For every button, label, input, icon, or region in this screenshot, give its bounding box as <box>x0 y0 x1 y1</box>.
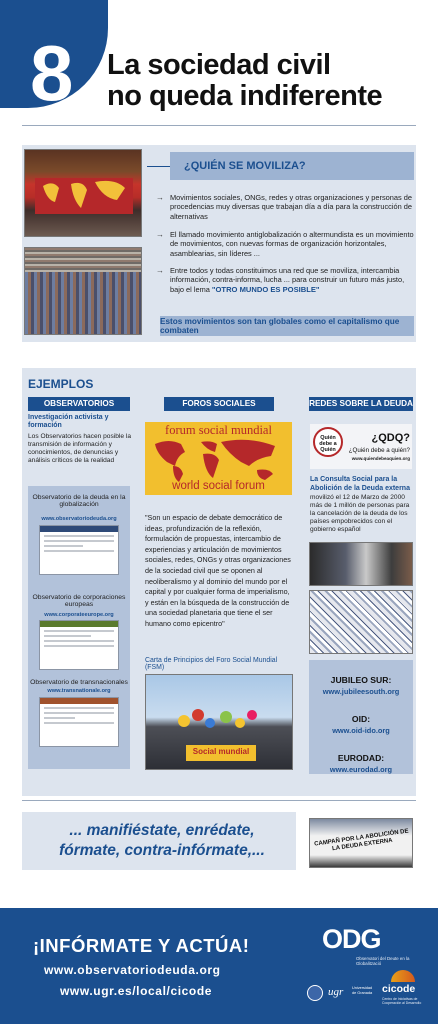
footer-url-2[interactable]: www.ugr.es/local/cicode <box>60 984 213 998</box>
arrow-right-icon: → <box>156 230 164 239</box>
world-map-banner-icon <box>25 150 142 237</box>
footer-headline: ¡INFÓRMATE Y ACTÚA! <box>33 935 250 956</box>
observatorio-label-1: Observatorio de la deuda en la globalización <box>32 494 126 508</box>
observatorio-thumb-1 <box>39 525 119 575</box>
granada-logo-text: Universidad de Granada <box>352 986 373 995</box>
cicode-logo: cicode <box>382 983 416 995</box>
photo-crowd-stadium <box>24 247 142 335</box>
redes-heading: REDES SOBRE LA DEUDA <box>309 397 413 411</box>
call-box <box>22 812 296 870</box>
who-bullet-3: → Entre todos y todas constituimos una red que se moviliza, intercambia información, contra-informa, lucha ... para construir un futuro más justo, bajo el lema "OTRO MUNDO ES POSIBLE" <box>156 266 405 294</box>
who-heading: ¿QUIÉN SE MOVILIZA? <box>170 152 414 180</box>
cicode-subtitle: Centro de Iniciativas de Cooperación al Desarrollo <box>382 997 422 1005</box>
eurodad-name: EURODAD: <box>337 753 385 763</box>
foros-source: Carta de Principios del Foro Social Mundial (FSM) <box>145 657 278 671</box>
call-line-1: ... manifiéstate, enrédate, <box>69 822 255 839</box>
examples-heading: EJEMPLOS <box>28 377 94 391</box>
slogan: "OTRO MUNDO ES POSIBLE" <box>211 284 320 294</box>
qdq-subtitle: ¿Quién debe a quién? <box>348 447 410 454</box>
qdq-title: ¿QDQ? <box>371 432 410 444</box>
observatorio-url-2[interactable]: www.corporateeurope.org <box>44 612 114 618</box>
photo-forum-march <box>145 674 293 770</box>
wsf-logo-bottom: world social forum <box>172 480 265 492</box>
observatorio-url-1[interactable]: www.observatoriodeuda.org <box>41 516 117 522</box>
observatorio-thumb-3 <box>39 697 119 747</box>
photo-forum-stage <box>24 149 142 237</box>
wsf-logo <box>145 422 292 495</box>
oid-url[interactable]: www.oid-ido.org <box>332 726 390 735</box>
qdq-logo-text: Quién debe a Quién <box>319 435 337 453</box>
odg-logo-mark: ODG <box>322 924 381 954</box>
photo-consulta-ballots <box>309 590 413 654</box>
jubileo-name: JUBILEO SUR: <box>330 675 392 685</box>
who-tagline: Estos movimientos son tan globales como el capitalismo que combaten <box>160 316 414 336</box>
who-bullet-1: → Movimientos sociales, ONGs, redes y otras organizaciones y personas de procedencias muy diversas que trabajan día a día para la construcción de alternativas <box>156 193 412 221</box>
wsf-logo-top: forum social mundial <box>165 423 272 437</box>
qdq-url[interactable]: www.quiendebeaquien.org <box>351 456 410 461</box>
oid-name: OID: <box>351 714 371 724</box>
photo-consulta-people <box>309 542 413 586</box>
foros-heading: FOROS SOCIALES <box>164 397 274 411</box>
foros-quote: "Son un espacio de debate democrático de ideas, profundización de la reflexión, formulación de propuestas, intercambio de experiencias y articulación de movimientos sociales, redes, ONGs y otras organizaciones de la sociedad civil que se oponen al neoliberalismo y al dominio del mundo por el capital y por cualquier forma de imperialismo, y están en la búsqueda de la construcción de una sociedad planetaria que tiene el ser humano como epicentro" <box>145 513 291 628</box>
jubileo-url[interactable]: www.jubileesouth.org <box>322 687 400 696</box>
odg-logo-text: Observatori del Deute en la Globalització <box>356 956 410 967</box>
header-rule <box>22 125 416 126</box>
footer <box>0 908 438 1024</box>
observatorio-label-3: Observatorio de transnacionales <box>30 679 128 686</box>
page-title <box>107 50 382 112</box>
footer-url-1[interactable]: www.observatoriodeuda.org <box>44 963 221 977</box>
observatorio-label-2: Observatorio de corporaciones europeas <box>32 594 126 608</box>
qdq-circle-icon <box>313 427 343 457</box>
arrow-right-icon: → <box>156 193 164 202</box>
odg-logo <box>322 924 422 972</box>
observatorio-url-3[interactable]: www.transnationale.org <box>47 688 111 694</box>
section-number: 8 <box>30 29 74 117</box>
arrow-right-icon: → <box>156 266 164 275</box>
observatorios-text: Los Observatorios hacen posible la transmisión de información y conocimientos, de denuncias y análisis críticos de la realidad <box>28 433 131 464</box>
who-heading-line <box>147 166 170 167</box>
ugr-seal-icon <box>307 985 323 1001</box>
observatorio-thumb-2 <box>39 620 119 670</box>
call-line-2: fórmate, contra-infórmate,... <box>59 842 265 859</box>
eurodad-url[interactable]: www.eurodad.org <box>329 765 393 774</box>
ugr-logo: ugr <box>328 986 344 998</box>
qdq-logo-box <box>310 424 412 469</box>
title-line-2: no queda indiferente <box>107 80 383 112</box>
consulta-title: La Consulta Social para la Abolición de la Deuda externa <box>310 476 410 492</box>
who-bullet-2: → El llamado movimiento antiglobalización o altermundista es un movimiento de movimientos, con nuevas formas de organización horizontales, asamblearias, sin líderes ... <box>156 230 414 258</box>
campaign-banner-text: CAMPAÑ POR LA ABOLICIÓN DE LA DEUDA EXTERNA <box>313 828 409 853</box>
photo-campaign-banner <box>309 818 413 868</box>
observatorios-heading: OBSERVATORIOS <box>28 397 130 411</box>
consulta-text: movilizó el 12 de Marzo de 2000 más de 1 millón de personas para la cancelación de la deuda de los países empobrecidos con el gobierno español <box>310 494 410 533</box>
observatorios-subheading: Investigación activista y formación <box>28 414 109 429</box>
title-line-1: La sociedad civil <box>107 49 331 81</box>
examples-rule <box>22 800 416 801</box>
forum-banner-text: Social mundial <box>192 747 250 756</box>
